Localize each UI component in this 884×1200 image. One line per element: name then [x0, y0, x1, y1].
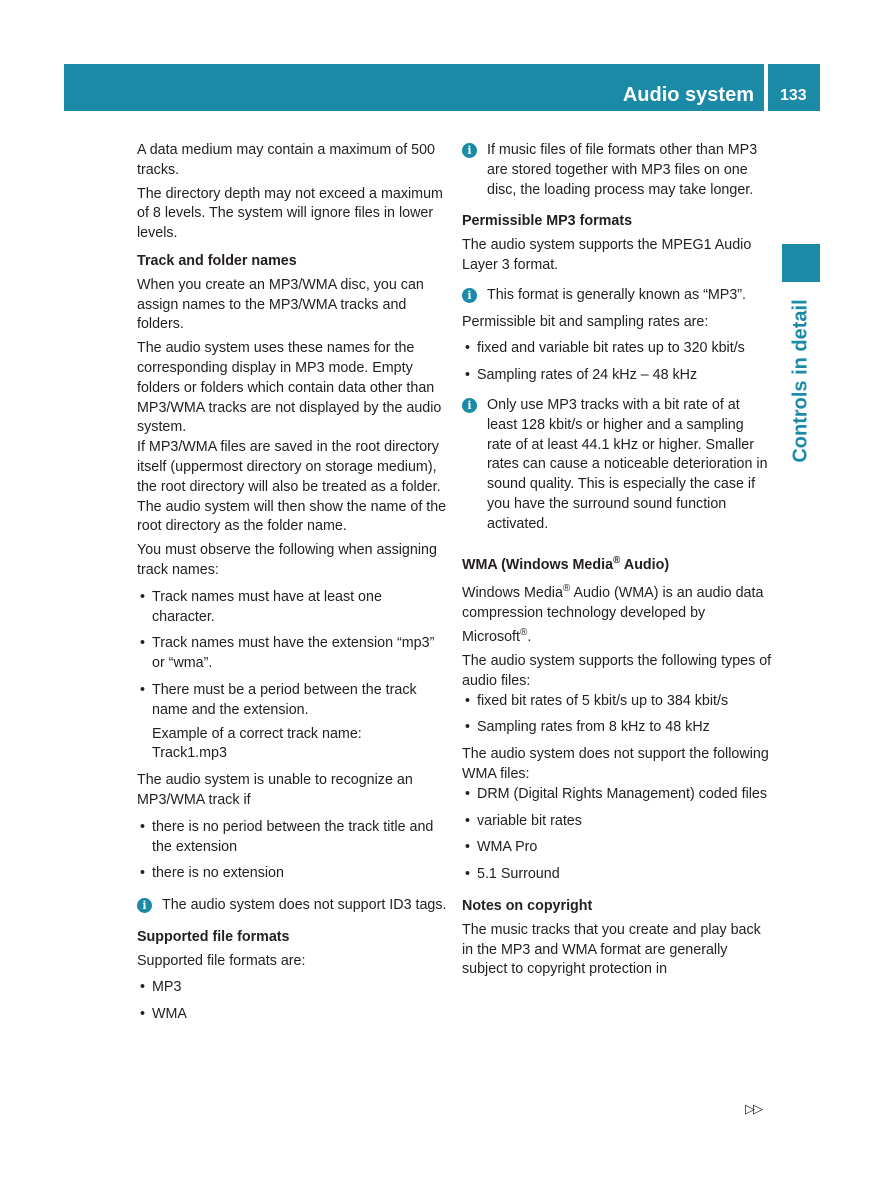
paragraph: The music tracks that you create and play back in the MP3 and WMA format are generally subject to copyright protection in — [462, 921, 761, 978]
list-item — [462, 785, 772, 805]
list-item-text: Track names must have at least one character. — [152, 588, 382, 625]
list-item — [137, 634, 447, 674]
heading-supported-file-formats: Supported file formats — [137, 928, 290, 945]
paragraph-text: Windows Media — [462, 584, 563, 601]
info-note — [462, 141, 772, 200]
paragraph: The directory depth may not exceed a maximum of 8 levels. The system will ignore files in lower levels. — [137, 185, 443, 242]
list-item-text: Sampling rates of 24 kHz – 48 kHz — [477, 367, 698, 384]
paragraph: The audio system does not support the following WMA files: — [462, 746, 769, 783]
paragraph: Supported file formats are: — [137, 952, 306, 969]
info-note — [137, 896, 447, 916]
list-item — [137, 978, 447, 998]
example-label: Example of a correct track name: — [152, 725, 362, 742]
list-item — [137, 864, 447, 884]
bullet-icon: • — [465, 367, 471, 384]
info-note-text: If music files of file formats other than MP3 are stored together with MP3 files on one disc, the loading process may take longer. — [487, 142, 758, 198]
info-note-text: Only use MP3 tracks with a bit rate of at least 128 kbit/s or higher and a sampling rate of at least 44.1 kHz or higher. Smaller rates can cause a noticeable deterioration in sound quality. This is especially the case if you have the surround sound function activated. — [487, 396, 768, 532]
heading-track-folder-names: Track and folder names — [137, 252, 297, 269]
example-value: Track1.mp3 — [152, 745, 227, 762]
side-tab-label: Controls in detail — [789, 299, 812, 463]
heading-wma — [462, 551, 772, 576]
bullet-icon: • — [140, 865, 146, 882]
page-number-box — [768, 64, 820, 111]
bullet-icon: • — [465, 692, 471, 709]
heading-permissible-mp3-formats: Permissible MP3 formats — [462, 213, 633, 230]
list-item-text: WMA — [152, 1006, 187, 1023]
paragraph: If MP3/WMA files are saved in the root directory itself (uppermost directory on storage medium), the root directory will also be treated as a folder. The audio system will then show the name of the root directory as the folder name. — [137, 439, 447, 535]
paragraph-text: . — [527, 629, 532, 646]
bullet-icon: • — [465, 866, 471, 883]
list-item-text: There must be a period between the track name and the extension. — [152, 681, 417, 718]
bullet-icon: • — [140, 979, 146, 996]
side-tab — [782, 286, 820, 476]
list-item-text: there is no extension — [152, 865, 284, 882]
list-item — [462, 366, 772, 386]
list-item-text: Sampling rates from 8 kHz to 48 kHz — [477, 719, 710, 736]
list-item-text: Track names must have the extension “mp3” or “wma”. — [152, 635, 435, 672]
side-tab-marker — [782, 244, 820, 282]
header-bar — [64, 64, 764, 111]
info-icon: i — [137, 898, 152, 913]
info-note — [462, 396, 772, 535]
list-item — [462, 692, 772, 712]
list-item-text: there is no period between the track title and the extension — [152, 818, 434, 855]
info-note-text: This format is generally known as “MP3”. — [487, 286, 747, 303]
list-item — [462, 838, 772, 858]
bullet-icon: • — [140, 681, 146, 698]
heading-notes-on-copyright: Notes on copyright — [462, 898, 593, 914]
list-item — [137, 818, 447, 858]
list-item-text: fixed and variable bit rates up to 320 kbit/s — [477, 340, 745, 357]
bullet-icon: • — [465, 719, 471, 736]
list-item-text: variable bit rates — [477, 812, 582, 829]
list-item — [137, 588, 447, 628]
example-text — [137, 725, 447, 765]
left-column — [137, 141, 447, 1032]
paragraph: When you create an MP3/WMA disc, you can assign names to the MP3/WMA tracks and folders. — [137, 276, 424, 333]
info-icon: i — [462, 398, 477, 413]
list-item — [462, 865, 772, 885]
list-item-text: WMA Pro — [477, 839, 538, 856]
heading-wma-text: WMA (Windows Media — [462, 556, 614, 573]
continue-arrows-icon: ▷▷ — [745, 1101, 761, 1116]
paragraph: You must observe the following when assigning track names: — [137, 542, 437, 578]
list-item — [462, 339, 772, 359]
list-item — [137, 681, 447, 721]
info-note — [462, 286, 772, 306]
paragraph: The audio system supports the MPEG1 Audio Layer 3 format. — [462, 237, 752, 273]
list-item-text: MP3 — [152, 979, 182, 996]
list-item-text: 5.1 Surround — [477, 866, 560, 883]
registered-mark: ® — [520, 627, 528, 639]
page-number: 133 — [780, 87, 807, 104]
paragraph: A data medium may contain a maximum of 500 tracks. — [137, 142, 435, 178]
bullet-icon: • — [465, 340, 471, 357]
list-item — [462, 812, 772, 832]
bullet-icon: • — [465, 785, 471, 802]
info-icon: i — [462, 288, 477, 303]
bullet-icon: • — [140, 635, 146, 652]
heading-wma-text: Audio) — [620, 556, 670, 573]
paragraph: The audio system is unable to recognize an MP3/WMA track if — [137, 772, 413, 808]
section-title: Audio system — [622, 84, 754, 106]
bullet-icon: • — [140, 818, 146, 835]
registered-mark: ® — [562, 583, 571, 595]
info-icon: i — [462, 143, 477, 158]
paragraph: Permissible bit and sampling rates are: — [462, 313, 709, 330]
bullet-icon: • — [465, 812, 471, 829]
list-item-text: fixed bit rates of 5 kbit/s up to 384 kbit/s — [477, 692, 729, 709]
list-item-text: DRM (Digital Rights Management) coded files — [477, 785, 768, 802]
paragraph — [462, 579, 772, 648]
paragraph-text: Audio (WMA) is an audio data compression technology developed by Microsoft — [462, 584, 764, 646]
info-note-text: The audio system does not support ID3 tags. — [162, 897, 447, 914]
list-item — [462, 718, 772, 738]
bullet-icon: • — [465, 839, 471, 856]
paragraph: The audio system uses these names for the corresponding display in MP3 mode. Empty folders or folders which contain data other than MP3/WMA tracks are not displayed by the audio system. — [137, 340, 442, 436]
bullet-icon: • — [140, 1006, 146, 1023]
list-item — [137, 1005, 447, 1025]
bullet-icon: • — [140, 588, 146, 605]
registered-mark: ® — [613, 554, 621, 566]
right-column — [462, 141, 772, 984]
paragraph: The audio system supports the following types of audio files: — [462, 653, 772, 689]
